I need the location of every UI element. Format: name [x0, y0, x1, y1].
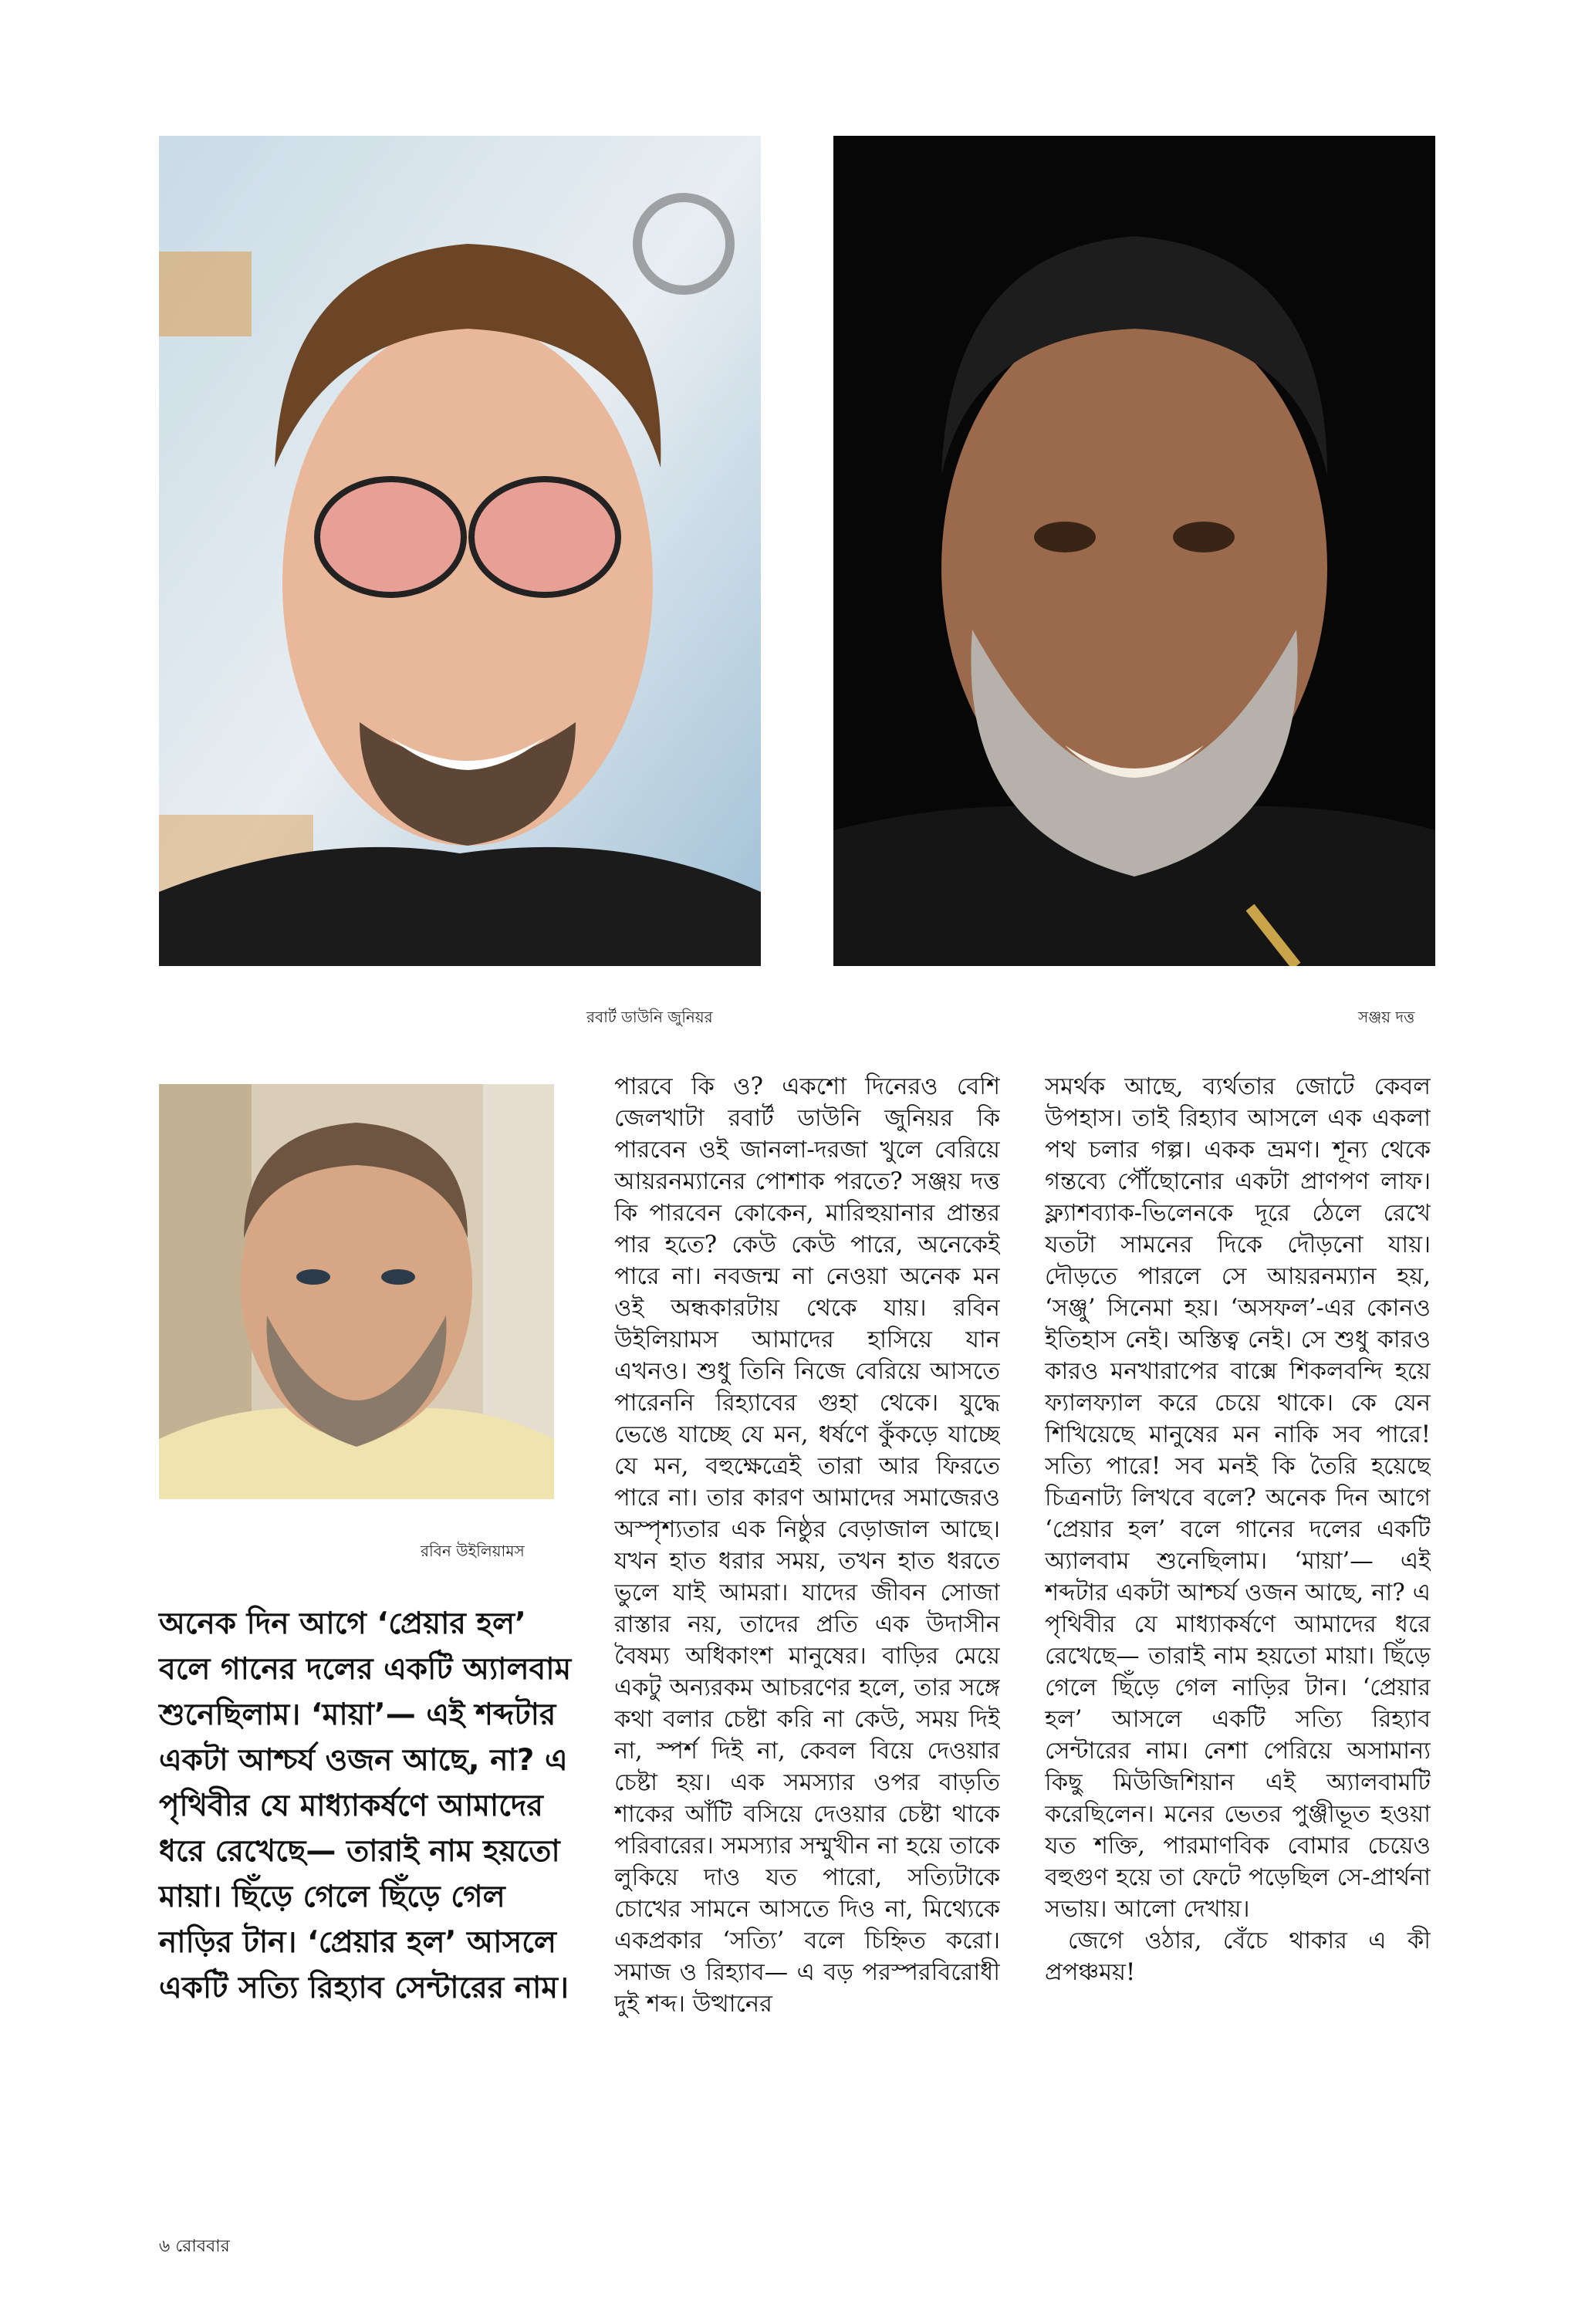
photo-robin-williams: [159, 1084, 554, 1499]
caption-sanjay-dutt: সঞ্জয় দত্ত: [1358, 1008, 1415, 1026]
pull-quote: অনেক দিন আগে ‘প্রেয়ার হল’ বলে গানের দলের একটি অ্যালবাম শুনেছিলাম। ‘মায়া’— এই শব্দটার একটা আশ্চর্য ওজন আছে, না? এ পৃথিবীর যে মাধ্যাকর্ষণে আমাদের ধরে রেখেছে— তারাই নাম হয়তো মায়া। ছিঁড়ে গেলে ছিঁড়ে গেল নাড়ির টান। ‘প্রেয়ার হল’ আসলে একটি সত্যি রিহ্যাব সেন্টারের নাম।: [159, 1606, 572, 2005]
article-column-1: [614, 1071, 1000, 2197]
article-paragraph: পারবে কি ও? একশো দিনেরও বেশি জেলখাটা রবার্ট ডাউনি জুনিয়র কি পারবেন ওই জানলা-দরজা খুলে বেরিয়ে আয়রনম্যানের পোশাক পরতে? সঞ্জয় দত্ত কি পারবেন কোকেন, মারিহুয়ানার প্রান্তর পার হতে? কেউ কেউ পারে, অনেকেই পারে না। নবজন্ম না নেওয়া অনেক মন ওই অন্ধকারটায় থেকে যায়। রবিন উইলিয়ামস আমাদের হাসিয়ে যান এখনও। শুধু তিনি নিজে বেরিয়ে আসতে পারেননি রিহ্যাবের গুহা থেকে। যুদ্ধে ভেঙে যাচ্ছে যে মন, ধর্ষণে কুঁকড়ে যাচ্ছে যে মন, বহুক্ষেত্রেই তারা আর ফিরতে পারে না। তার কারণ আমাদের সমাজেরও অস্পৃশ্যতার এক নিষ্ঠুর বেড়াজাল আছে। যখন হাত ধরার সময়, তখন হাত ধরতে ভুলে যাই আমরা। যাদের জীবন সোজা রাস্তার নয়, তাদের প্রতি এক উদাসীন বৈষম্য অধিকাংশ মানুষের। বাড়ির মেয়ে একটু অন্যরকম আচরণের হলে, তার সঙ্গে কথা বলার চেষ্টা করি না কেউ, সময় দিই না, স্পর্শ দিই না, কেবল বিয়ে দেওয়ার চেষ্টা হয়। এক সমস্যার ওপর বাড়তি শাকের আঁটি বসিয়ে দেওয়ার চেষ্টা থাকে পরিবারের। সমস্যার সম্মুখীন না হয়ে তাকে লুকিয়ে দাও যত পারো, সত্যিটাকে চোখের সামনে আসতে দিও না, মিথ্যেকে একপ্রকার ‘সত্যি’ বলে চিহ্নিত করো। সমাজ ও রিহ্যাব— এ বড় পরস্পরবিরোধী দুই শব্দ। উত্থানের: [614, 1073, 1000, 2018]
portrait-icon: [159, 136, 761, 966]
photo-robert-downey-jr: [159, 136, 761, 966]
portrait-icon: [159, 1084, 554, 1499]
caption-robin-williams: রবিন উইলিয়ামস: [421, 1542, 525, 1560]
page-footer: ৬ রোববার: [159, 2237, 230, 2256]
portrait-icon: [833, 136, 1435, 966]
article-paragraph: সমর্থক আছে, ব্যর্থতার জোটে কেবল উপহাস। তাই রিহ্যাব আসলে এক একলা পথ চলার গল্প। একক ভ্রমণ। শূন্য থেকে গন্তব্যে পৌঁছোনোর একটা প্রাণপণ লাফ। ফ্ল্যাশব্যাক-ভিলেনকে দূরে ঠেলে রেখে যতটা সামনের দিকে দৌড়নো যায়। দৌড়তে পারলে সে আয়রনম্যান হয়, ‘সঞ্জু’ সিনেমা হয়। ‘অসফল’-এর কোনও ইতিহাস নেই। অস্তিত্ব নেই। সে শুধু কারও কারও মনখারাপের বাক্সে শিকলবন্দি হয়ে ফ্যালফ্যাল করে চেয়ে থাকে। কে যেন শিখিয়েছে মানুষের মন নাকি সব পারে! সত্যি পারে! সব মনই কি তৈরি হয়েছে চিত্রনাট্য লিখবে বলে? অনেক দিন আগে ‘প্রেয়ার হল’ বলে গানের দলের একটি অ্যালবাম শুনেছিলাম। ‘মায়া’— এই শব্দটার একটা আশ্চর্য ওজন আছে, না? এ পৃথিবীর যে মাধ্যাকর্ষণে আমাদের ধরে রেখেছে— তারাই নাম হয়তো মায়া। ছিঁড়ে গেলে ছিঁড়ে গেল নাড়ির টান। ‘প্রেয়ার হল’ আসলে একটি সত্যি রিহ্যাব সেন্টারের নাম। নেশা পেরিয়ে অসামান্য কিছু মিউজিশিয়ান এই অ্যালবামটি করেছিলেন। মনের ভেতর পুঞ্জীভূত হওয়া যত শক্তি, পারমাণবিক বোমার চেয়েও বহুগুণ হয়ে তা ফেটে পড়েছিল সে-প্রার্থনা সভায়। আলো দেখায়।: [1045, 1073, 1431, 1923]
article-paragraph: জেগে ওঠার, বেঁচে থাকার এ কী প্রপঞ্চময়!: [1045, 1927, 1431, 1986]
caption-robert-downey-jr: রবার্ট ডাউনি জুনিয়র: [586, 1008, 713, 1026]
article-column-2: [1045, 1071, 1431, 2197]
photo-sanjay-dutt: [833, 136, 1435, 966]
